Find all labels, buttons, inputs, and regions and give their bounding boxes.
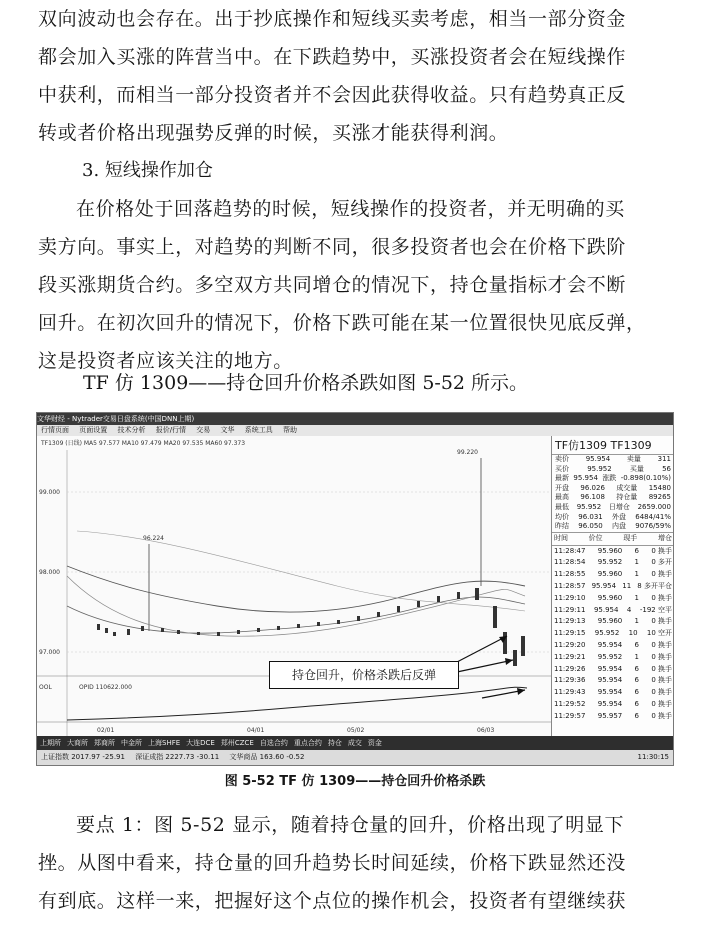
trade-cell: 11:29:10: [554, 593, 586, 602]
trade-cell: 6: [634, 699, 640, 708]
trade-cell: 95.960: [597, 546, 623, 555]
paragraph-line: 挫。从图中看来，持仓量的回升趋势长时间延续，价格下跌显然还没: [38, 852, 627, 874]
trade-cell: 10: [628, 629, 638, 638]
date-label: 05/02: [347, 727, 365, 734]
quote-row: [552, 465, 674, 475]
trade-cell: 11:28:54: [554, 558, 586, 567]
menu-item[interactable]: 页面设置: [79, 426, 108, 434]
trade-cell: 4: [626, 605, 632, 614]
menu-item[interactable]: 技术分析: [117, 426, 146, 434]
high-label: 99.220: [457, 449, 478, 456]
chart-svg: [37, 436, 551, 736]
exchange-tab[interactable]: 自选合约: [259, 739, 288, 747]
quote-row: [552, 513, 674, 523]
header-cell: 现手: [623, 533, 638, 542]
exchange-tab[interactable]: 成交: [347, 739, 362, 747]
trade-cell: 95.954: [597, 699, 623, 708]
trade-cell: 11:29:15: [554, 629, 586, 638]
trade-cell: 11:29:21: [554, 652, 586, 661]
trade-cell: 11:29:52: [554, 699, 586, 708]
trade-cell: 95.954: [591, 581, 617, 590]
trade-cell: -192 空平: [639, 605, 672, 614]
volume-label: OOL: [39, 684, 52, 691]
candle: [521, 636, 525, 656]
trade-row: [552, 687, 674, 699]
paragraph-line: 有到底。这样一来，把握好这个点位的操作机会，投资者有望继续获: [38, 890, 627, 912]
trading-screenshot: [36, 412, 674, 766]
arrow: [457, 636, 507, 662]
exchange-tab[interactable]: 中金所: [121, 739, 142, 747]
date-label: 02/01: [97, 727, 115, 734]
candle: [457, 592, 460, 599]
trades-header: [552, 532, 674, 546]
candle: [97, 624, 100, 630]
quote-cell: 成交量: [616, 483, 638, 492]
quote-row: [552, 522, 674, 532]
trade-cell: 0 换手: [651, 546, 672, 555]
window-title: 文华财经 - Nytrader交易日盘系统(中国DNN上期): [37, 413, 673, 425]
quote-cell: 96.031: [578, 512, 603, 521]
trade-cell: 11:29:20: [554, 640, 586, 649]
trade-cell: 0 换手: [651, 676, 672, 685]
trade-cell: 0 换手: [651, 640, 672, 649]
quote-cell: 最高: [555, 493, 569, 502]
price-tick: 97.000: [39, 649, 60, 656]
quote-cell: 56: [662, 464, 671, 473]
arrowhead: [505, 658, 513, 665]
trade-list: [552, 546, 674, 723]
ma-line: [67, 597, 525, 633]
candle: [127, 629, 130, 635]
trade-cell: 0 换手: [651, 688, 672, 697]
menu-item[interactable]: 行情页面: [41, 426, 69, 434]
trade-cell: 11:28:57: [554, 581, 586, 590]
candle: [217, 632, 220, 636]
trade-cell: 95.954: [597, 676, 623, 685]
paragraph-line: 回升。在初次回升的情况下，价格下跌可能在某一位置很快见底反弹，: [38, 312, 646, 334]
header-cell: 时间: [554, 533, 568, 542]
candle: [397, 606, 400, 612]
trade-cell: 0 换手: [651, 652, 672, 661]
trade-cell: 95.952: [597, 558, 623, 567]
arrowhead: [517, 688, 525, 695]
quote-title: TF仿1309 TF1309: [552, 436, 674, 455]
menu-item[interactable]: 文华: [220, 426, 235, 434]
quote-row: [552, 455, 674, 465]
candle: [277, 626, 280, 630]
trade-cell: 11:29:43: [554, 688, 586, 697]
quote-cell: 95.954: [585, 455, 611, 463]
candle: [337, 620, 340, 624]
trade-cell: 95.954: [593, 605, 619, 614]
quote-cell: 外盘: [612, 512, 626, 521]
exchange-tab[interactable]: 重点合约: [293, 739, 322, 747]
trade-cell: 1: [634, 593, 640, 602]
trade-cell: 0 换手: [651, 593, 672, 602]
paragraph-line: 都会加入买涨的阵营当中。在下跌趋势中，买涨投资者会在短线操作: [38, 46, 627, 68]
trade-cell: 1: [634, 617, 640, 626]
trade-cell: 0 换手: [651, 664, 672, 673]
candle: [141, 626, 144, 631]
quote-cell: 2659.000: [637, 502, 671, 511]
candle: [503, 632, 507, 654]
trade-cell: 95.952: [594, 629, 620, 638]
exchange-tab[interactable]: 上海SHFE: [148, 739, 181, 747]
trade-cell: 6: [634, 640, 640, 649]
candle: [197, 632, 200, 635]
figure-caption: 图 5-52 TF 仿 1309——持仓回升价格杀跌: [224, 774, 486, 789]
exchange-tab[interactable]: 持仓: [327, 739, 342, 747]
trade-row: [552, 652, 674, 664]
trade-cell: 1: [634, 558, 640, 567]
quote-cell: 95.952: [576, 502, 602, 511]
trade-cell: 6: [634, 546, 640, 555]
quote-row: [552, 484, 674, 494]
quote-rows: [552, 455, 674, 532]
trade-cell: 95.954: [597, 688, 623, 697]
quote-cell: 卖价: [555, 455, 569, 463]
price-tick: 98.000: [39, 569, 60, 576]
paragraph-line: 这是投资者应该关注的地方。: [38, 350, 293, 372]
status-item: 文华商品 163.60 -0.52: [229, 753, 305, 761]
quote-cell: 日增仓: [608, 502, 630, 511]
candle: [317, 622, 320, 626]
trade-row: [552, 711, 674, 723]
exchange-tab[interactable]: 郑州CZCE: [220, 739, 254, 747]
candle: [177, 630, 180, 634]
exchange-tabs: [37, 736, 673, 750]
trade-row: [552, 593, 674, 605]
trade-cell: 1: [634, 652, 640, 661]
trade-cell: 11: [622, 581, 632, 590]
paragraph-line: 在价格处于回落趋势的时候，短线操作的投资者，并无明确的买: [76, 198, 625, 220]
trade-row: [552, 640, 674, 652]
open-interest-line: [67, 687, 527, 720]
quote-cell: -0.898(0.10%): [620, 474, 671, 483]
quote-cell: 95.954: [573, 474, 598, 483]
header-cell: 价位: [588, 533, 603, 542]
trade-cell: 95.954: [597, 664, 623, 673]
trade-row: [552, 605, 674, 617]
menu-item[interactable]: 系统工具: [244, 426, 273, 434]
quote-cell: 均价: [555, 512, 569, 521]
trade-cell: 8 多开平仓: [637, 581, 672, 590]
trade-cell: 6: [634, 664, 640, 673]
quote-cell: 9076/59%: [635, 522, 671, 531]
quote-cell: 15480: [648, 483, 671, 492]
quote-cell: 6484/41%: [635, 512, 671, 521]
quote-cell: 311: [657, 455, 671, 463]
status-item: 上证指数 2017.97 -25.91: [41, 753, 125, 761]
candle: [437, 596, 440, 602]
paragraph-line: 双向波动也会存在。出于抄底操作和短线买卖考虑，相当一部分资金: [38, 8, 627, 30]
quote-cell: 涨跌: [602, 474, 617, 483]
quote-cell: 内盘: [612, 522, 626, 531]
trade-cell: 1: [634, 570, 640, 579]
paragraph-line: 中获利，而相当一部分投资者并不会因此获得收益。只有趋势真正反: [38, 84, 627, 106]
menu-item[interactable]: 帮助: [283, 426, 297, 434]
trade-row: [552, 675, 674, 687]
trade-cell: 95.952: [597, 652, 623, 661]
trade-row: [552, 557, 674, 569]
quote-cell: 96.026: [580, 483, 605, 492]
quote-cell: 买价: [555, 464, 569, 473]
candle: [475, 588, 479, 600]
trade-cell: 6: [634, 711, 640, 720]
candle: [105, 628, 108, 633]
exchange-tab[interactable]: 大商所: [67, 739, 88, 747]
trade-cell: 95.960: [597, 617, 623, 626]
price-tick: 99.000: [39, 489, 60, 496]
quote-cell: 卖量: [626, 455, 641, 463]
trade-cell: 0 换手: [651, 711, 672, 720]
candle: [493, 606, 497, 628]
trade-cell: 95.960: [597, 570, 623, 579]
candle: [417, 601, 420, 607]
opi-label: OPID 110622.000: [79, 684, 132, 691]
trade-cell: 95.957: [597, 711, 623, 720]
trade-cell: 0 多开: [651, 558, 672, 567]
exchange-tab[interactable]: 郑商所: [94, 739, 115, 747]
menu-item[interactable]: 交易: [196, 426, 211, 434]
quote-cell: 89265: [648, 493, 671, 502]
status-clock: 11:30:15: [637, 753, 669, 761]
price-chart: [37, 436, 551, 736]
trade-row: [552, 664, 674, 676]
exchange-tab[interactable]: 资金: [367, 739, 382, 747]
menu-item[interactable]: 报价/行情: [155, 426, 187, 434]
trade-cell: 11:29:13: [554, 617, 586, 626]
candle: [161, 628, 164, 632]
figure-intro: TF 仿 1309——持仓回升价格杀跌如图 5-52 所示。: [83, 372, 529, 394]
chart-annotation: 持仓回升，价格杀跌后反弹: [269, 661, 459, 689]
ma-legend: TF1309 (日线) MA5 97.577 MA10 97.479 MA20 97.535 MA60 97.373: [41, 440, 246, 447]
trade-cell: 11:29:26: [554, 664, 586, 673]
exchange-tab[interactable]: 大连DCE: [186, 739, 215, 747]
trade-row: [552, 581, 674, 593]
trade-row: [552, 616, 674, 628]
quote-cell: 开盘: [555, 483, 569, 492]
quote-row: [552, 474, 674, 484]
status-item: 深证成指 2227.73 -30.11: [135, 753, 220, 761]
paragraph-line: 卖方向。事实上，对趋势的判断不同，很多投资者也会在价格下跌阶: [38, 236, 627, 258]
paragraph-line: 转或者价格出现强势反弹的时候，买涨才能获得利润。: [38, 122, 509, 144]
status-bar: [37, 750, 673, 765]
trade-cell: 11:28:55: [554, 570, 586, 579]
candle: [113, 632, 116, 636]
quote-cell: 96.050: [578, 522, 603, 531]
quote-cell: 昨结: [555, 522, 569, 531]
trade-row: [552, 569, 674, 581]
date-label: 06/03: [477, 727, 495, 734]
trade-cell: 6: [634, 676, 640, 685]
header-cell: 增仓: [657, 533, 672, 542]
candle: [357, 616, 360, 621]
section-heading: 3. 短线操作加仓: [82, 160, 213, 181]
trade-cell: 0 换手: [651, 699, 672, 708]
trade-row: [552, 699, 674, 711]
trade-cell: 11:29:57: [554, 711, 586, 720]
quote-cell: 最新: [555, 474, 569, 483]
trade-cell: 95.960: [597, 593, 623, 602]
quote-row: [552, 503, 674, 513]
paragraph-line: 要点 1：图 5-52 显示，随着持仓量的回升，价格出现了明显下: [76, 814, 625, 836]
quote-row: [552, 493, 674, 503]
ma-line: [67, 566, 525, 612]
paragraph-line: 段买涨期货合约。多空双方共同增仓的情况下，持仓量指标才会不断: [38, 274, 627, 296]
quote-cell: 95.952: [587, 464, 612, 473]
quote-panel: [551, 436, 674, 736]
trade-cell: 95.954: [597, 640, 623, 649]
quote-cell: 持仓量: [616, 493, 638, 502]
trade-row: [552, 628, 674, 640]
trade-row: [552, 546, 674, 558]
arrow: [457, 660, 513, 672]
candle: [377, 612, 380, 617]
trade-cell: 0 换手: [651, 617, 672, 626]
trade-cell: 11:29:36: [554, 676, 586, 685]
candle: [237, 630, 240, 634]
candle: [257, 628, 260, 632]
exchange-tab[interactable]: 上期所: [40, 739, 61, 747]
trade-cell: 6: [634, 688, 640, 697]
quote-cell: 买量: [629, 464, 644, 473]
trade-cell: 10 空开: [646, 629, 672, 638]
menu-bar: [37, 425, 673, 436]
low-label: 96.224: [143, 535, 164, 542]
date-label: 04/01: [247, 727, 265, 734]
candle: [297, 624, 300, 628]
trade-cell: 11:28:47: [554, 546, 586, 555]
quote-cell: 96.108: [580, 493, 605, 502]
quote-cell: 最低: [555, 502, 569, 511]
trade-cell: 0 换手: [651, 570, 672, 579]
candle: [513, 650, 517, 666]
trade-cell: 11:29:11: [554, 605, 586, 614]
